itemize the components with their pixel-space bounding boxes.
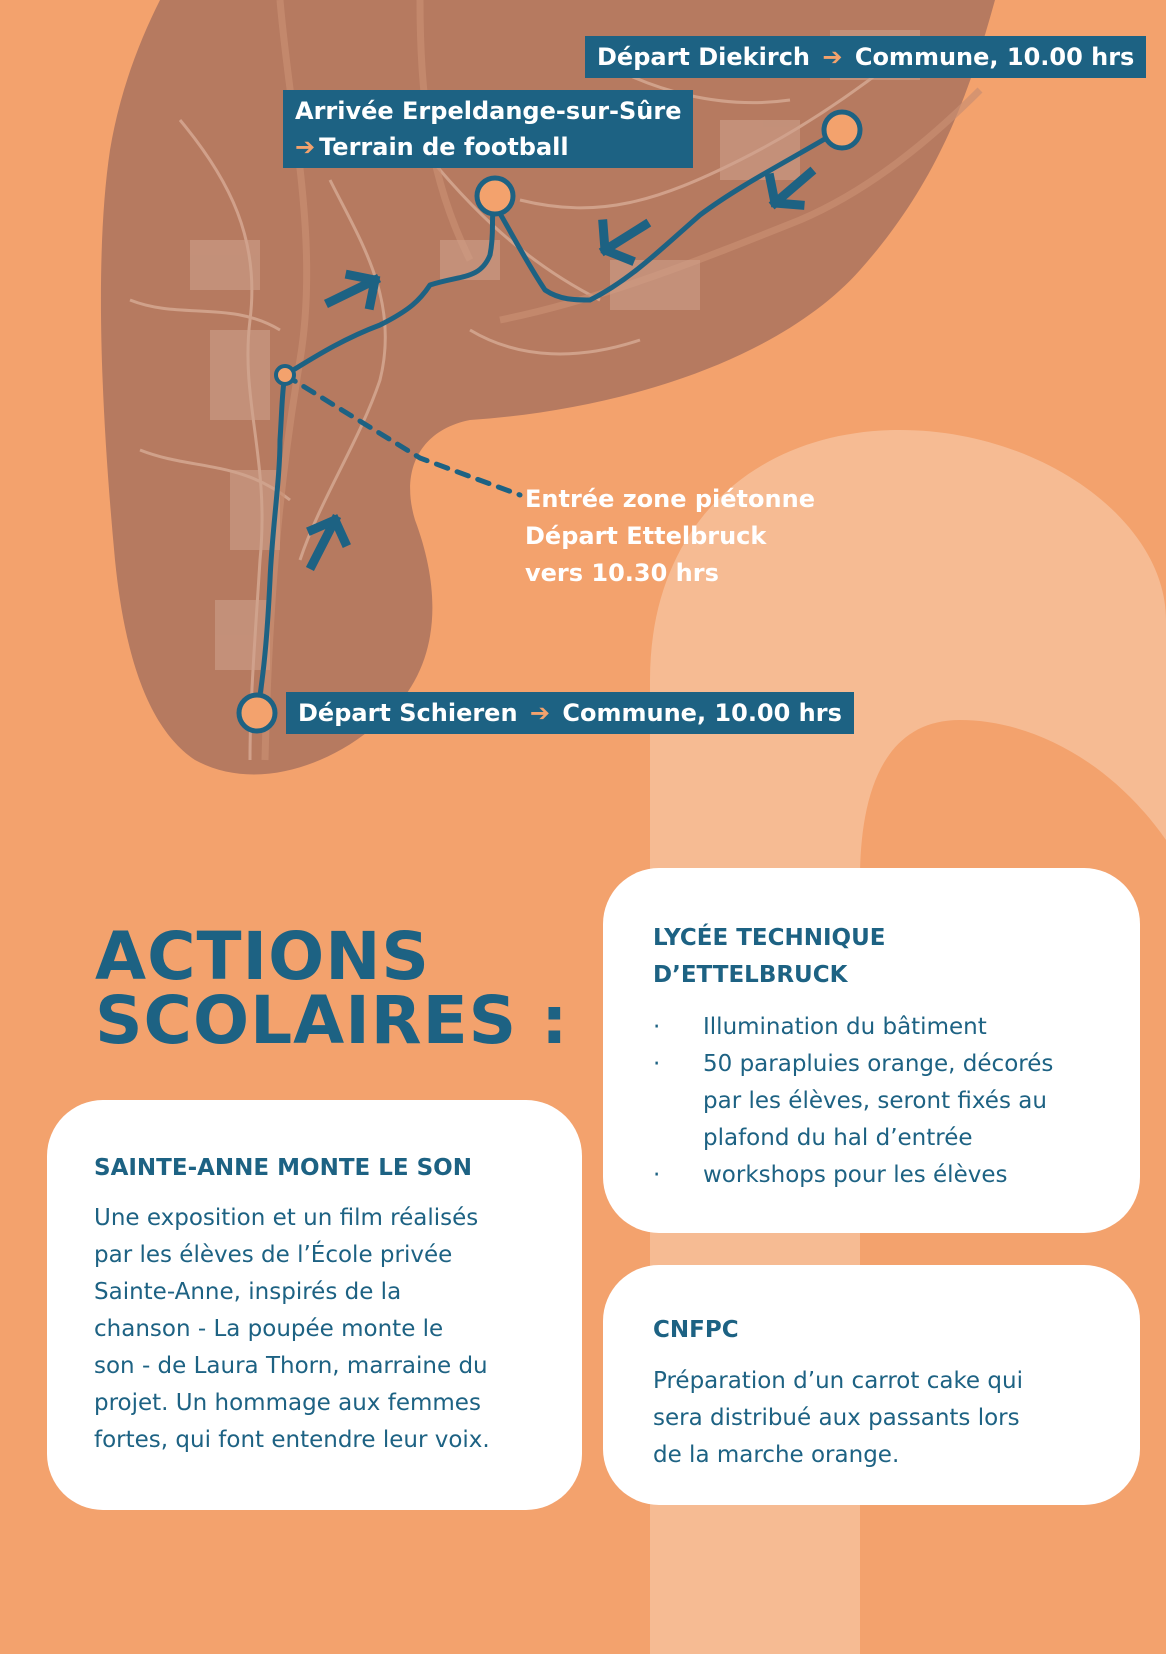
card-body (653, 1363, 1120, 1474)
list-item (653, 1046, 1120, 1157)
card-title: LYCÉE TECHNIQUE (653, 925, 886, 951)
card-text: par les élèves de l’École privée (94, 1242, 453, 1268)
card-sainte-anne (47, 1100, 582, 1510)
card-text: Une exposition et un film réalisés (94, 1205, 479, 1231)
label-depart-schieren (286, 692, 854, 734)
label-text: Arrivée Erpeldange-sur-Sûre (295, 97, 682, 125)
card-title: SAINTE-ANNE MONTE LE SON (94, 1155, 472, 1181)
card-text: chanson - La poupée monte le (94, 1316, 444, 1342)
label-zone-pietonne (525, 481, 815, 592)
bullet-icon: · (653, 1051, 661, 1077)
label-text: Départ Diekirch (597, 43, 810, 71)
arrow-right-icon: ➔ (822, 43, 843, 71)
ettelbruck-node (276, 366, 294, 384)
erpeldange-node (477, 178, 513, 214)
list-item-text: workshops pour les élèves (703, 1162, 1008, 1188)
label-text: Entrée zone piétonne (525, 485, 815, 513)
list-item (653, 1009, 1120, 1046)
list-item (653, 1157, 1120, 1194)
list-item-text: Illumination du bâtiment (703, 1014, 987, 1040)
label-text: Terrain de football (319, 133, 569, 161)
label-text: Commune, 10.00 hrs (854, 43, 1135, 71)
arrow-right-icon: ➔ (295, 133, 316, 161)
card-body (94, 1200, 552, 1459)
card-cnfpc (603, 1265, 1140, 1505)
card-title: CNFPC (653, 1317, 739, 1343)
list-item-text: 50 parapluies orange, décorés (703, 1051, 1054, 1077)
list-item-text: plafond du hal d’entrée (703, 1125, 973, 1151)
label-text: Commune, 10.00 hrs (562, 699, 842, 727)
label-depart-diekirch (585, 36, 1146, 78)
card-lycee-technique (603, 868, 1140, 1233)
arrow-right-icon: ➔ (529, 699, 551, 727)
card-text: Sainte-Anne, inspirés de la (94, 1279, 402, 1305)
list-item-text: par les élèves, seront fixés au (703, 1088, 1047, 1114)
card-text: de la marche orange. (653, 1442, 900, 1468)
schieren-node (239, 695, 275, 731)
label-arrivee-erpeldange (283, 90, 693, 168)
title-line: ACTIONS (95, 918, 430, 995)
card-text: son - de Laura Thorn, marraine du (94, 1353, 488, 1379)
card-text: sera distribué aux passants lors (653, 1405, 1020, 1431)
bullet-icon: · (653, 1014, 661, 1040)
card-list (653, 1009, 1120, 1194)
card-text: projet. Un hommage aux femmes (94, 1390, 481, 1416)
label-line (295, 129, 681, 165)
label-text: Départ Ettelbruck (525, 522, 767, 550)
card-text: Préparation d’un carrot cake qui (653, 1368, 1023, 1394)
label-text: vers 10.30 hrs (525, 559, 719, 587)
title-line: SCOLAIRES : (95, 982, 569, 1059)
card-title: D’ETTELBRUCK (653, 962, 848, 988)
bullet-icon: · (653, 1162, 661, 1188)
diekirch-node (824, 112, 860, 148)
page-title (95, 918, 569, 1059)
label-text: Départ Schieren (298, 699, 518, 727)
card-text: fortes, qui font entendre leur voix. (94, 1427, 490, 1453)
